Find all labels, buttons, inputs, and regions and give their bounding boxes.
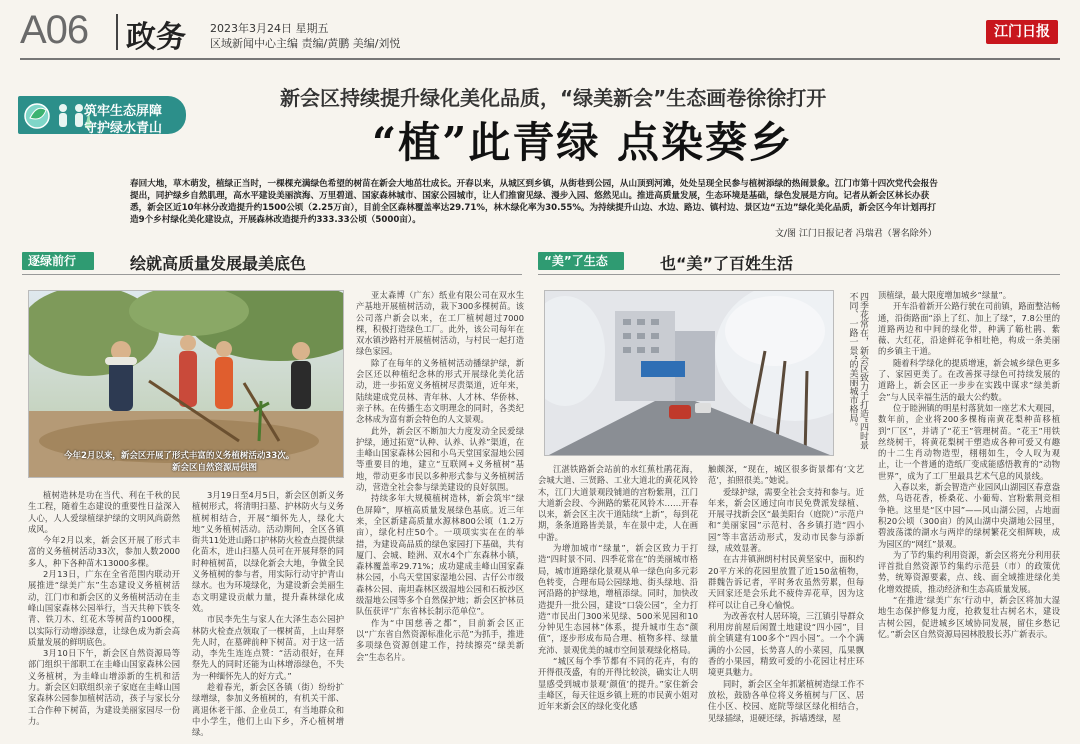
paragraph: “城区每个季节都有不同的花卉，有的开得很茂盛，有的开得比较淡，确实让人明显感受到城市景观‘颜值’的提升。”家住新会圭峰区，每天往返乡镇上班的市民黄小姐对近年来新会区的绿化变化感 <box>538 656 698 712</box>
photo-credit: 新会区自然资源局供图 <box>172 463 258 473</box>
kicker-headline: 新会区持续提升绿化美化品质，“绿美新会”生态画卷徐徐打开 <box>280 86 827 110</box>
badge-line-1: 筑牢生态屏障 <box>84 104 163 119</box>
paragraph: 开车沿着新开公路行驶在司前镇，路面整洁畅通，沿街路面“添上了红、加上了绿”，7.8公里的道路两边和中间的绿化带，种满了簕杜鹃、紫薇、大红花，沿途鲜花争相吐艳，构成一条美丽的乡镇主干道。 <box>878 301 1060 357</box>
section-tag-left: 逐绿前行 <box>22 252 94 270</box>
paragraph: 除了在每年的义务植树活动播绿护绿，新会区还以种植纪念林的形式开展绿化美化活动，进一步拓宽义务植树尽责渠道，近年来，陆续建成党员林、青年林、人才林、华侨林、亲子林。在传播生态文明理念的同时，各类纪念林成为富有新会特色的人文景观。 <box>356 357 524 425</box>
section-rule-right <box>538 274 1060 275</box>
body-column-1 <box>28 490 180 740</box>
paragraph: 趁着春光，新会区各镇（街）纷纷扩绿增绿，参加义务植树的，有机关干部、离退休老干部、企业员工，有当地群众和中小学生，他们上山下乡，齐心植树增绿。 <box>192 682 344 738</box>
paragraph: 亚太森博（广东）纸业有限公司在双水生产基地开展植树活动，栽下300多棵树苗。该公司落户新会以来，在工厂植树超过7000棵，积极打造绿色工厂。此外，该公司每年在双水镇沙路村开展植树活动，与村民一起打造绿色家园。 <box>356 290 524 357</box>
masthead-divider <box>116 14 118 50</box>
paragraph: 随着科学绿化的提质增速，新会城乡绿色更多了、家园更美了。在改善探寻绿色可持续发展的道路上，新会区正一步步在实践中谋求“绿美新会”与人民幸福生活的最大公约数。 <box>878 357 1060 402</box>
lead-paragraph: 春回大地，草木萌发，植绿正当时，一棵棵充满绿色希望的树苗在新会大地茁壮成长。开春以来，从城区到乡镇，从街巷到公园，从山顶到河滩，处处呈现全民参与植树添绿的热闹景象。江门市第十四次党代会报告提出，同护绿乡自然肌理，高水平建设美丽滨海、万里碧道、国家森林城市、国家公园城市，让人们推窗见绿、漫步入园、悠然见山。推进高质量发展，生态环境是基础，绿色发展是方向。记者从新会区林长办获悉，新会区近10年林分改造提升约1500公顷（2.25万亩），目前全区森林覆盖率达29.71%，林木绿化率为30.55%。为持续提升山边、水边、路边、镇村边、景区边“五边”绿化美化品质，新会区今年计划再打造9个乡村绿化美化建设点，开展森林改造提升约333.33公顷（5000亩）。 <box>130 179 938 225</box>
paragraph: 江湛铁路新会站前的水红蕉杜鹃花海，会城大道、三贤路、工业大道北的黄花风铃木，江门大道景观段铺道的宫粉紫荆，江门大道新会段、今洲路的紫花风铃木……开春以来，新会区主次干道陆续“上新”，每到花期，条条道路皆美景，车在景中走，人在画中游。 <box>538 464 698 542</box>
paragraph: 2月13日，广东在全省范围内联动开展推进“绿美广东”生态建设义务植树活动，江门市和新会区的义务植树活动在圭峰山国家森林公园举行，当天共种下铁冬青、铁刀木、红花木等树苗约1000棵，以实际行动增添绿意，让绿色成为新会高质量发展的鲜明底色。 <box>28 569 180 647</box>
section-tag-right: “美”了生态 <box>538 252 624 270</box>
masthead-rule <box>20 58 1060 60</box>
main-headline: “植”此青绿 点染葵乡 <box>372 118 793 167</box>
body-column-4 <box>538 464 698 740</box>
paragraph: 为改善农村人居环境，三江镇引导群众利用房前屋后闲置土地建设“四小园”，目前全镇建有100多个“四小园”。一个个满满的小公园，长势喜人的小菜园，瓜果飘香的小果园，精致可爱的小花园让村庄环境更具魅力。 <box>708 610 864 678</box>
paragraph: 3月10日下午，新会区自然资源局等部门组织干部职工在圭峰山国家森林公园义务植树，为圭峰山增添新的生机和活力。新会区妇联组织亲子家庭在圭峰山国家森林公园参加植树活动，孩子与家长分工合作种下树苗，为建设美丽家园尽一份力。 <box>28 648 180 726</box>
paragraph: 在古井镇洲朗村村民黄坚家中，面积约20平方米的花园里放置了近150盆植物，群魏告诉记者，平时务农虽然劳累，但每天回家还是会乐此不疲侍弄花草，因为这样可以让自己身心愉悦。 <box>708 554 864 610</box>
paragraph: 此外，新会区不断加大力度发动全民爱绿护绿，通过拓宽“认种、认养、认养”渠道，在圭峰山国家森林公园和小鸟天堂国家湿地公园等重要目的地，建立“互联网+义务植树”基地，带动更多市民以多种形式参与义务植树活动，营造全社会参与绿美建设的良好氛围。 <box>356 425 524 493</box>
paragraph: 为增加城市“绿量”，新会区致力于打造“四时景不同、四季花常在”的美丽城市格局，城市道路绿化景观从单一绿色向多元彩色转变，合理布局公园绿地、街头绿地、沿河沿路的护绿地，增植添绿。同时，加快改造提升一批公园，建设“口袋公园”，全力打造“市民出门300米见绿、500米见园和10分钟见生态园林”体系，提升城市生态“颜值”，逐步形成布局合理、植物多样、绿量充沛、景观优美的城市空间景观绿化格局。 <box>538 543 698 655</box>
byline: 文/图 江门日报记者 冯瑞君（署名除外） <box>775 229 937 239</box>
badge-line-2: 守护绿水青山 <box>84 121 163 136</box>
paragraph: 入春以来，新会智造产业园风山湖园区春意盎然，鸟语花香，桥桑花、小葡萄、宫粉紫荆竞相争艳。这里是“区中园”——风山湖公园，占地面积20公顷（300亩）的风山湖中央湖地公园里，碧波荡漾的湖水与两岸的绿树繁花交相辉映，成为园区的“网红”景观。 <box>878 482 1060 549</box>
paragraph: 作为“中国慈善之都”，目前新会区正以“广东省自然资源标准化示范”为抓手，推进多项绿色资源创建工作，持续擦亮“绿美新会”生态名片。 <box>356 617 524 662</box>
section-title-right: 也“美”了百姓生活 <box>660 254 794 273</box>
section-title-left: 绘就高质量发展最美底色 <box>130 254 307 273</box>
vertical-photo-caption: 四季花常在，新会区致力于打造“四时景不同、一路一景”的美丽城市格局。 <box>847 292 868 450</box>
paragraph: 3月19日至4月5日，新会区创新义务植树形式，将清明扫墓、护林防火与义务植树相结合，开展“缅怀先人，绿化大地”义务植树活动。活动期间，全区各镇街共11处进山路口护林防火检查点提供绿化苗木，进山扫墓人员可在开展拜祭的同时种植树苗，以绿化新会大地，争做全民义务植树的参与者，用实际行动守护青山绿水。也为环境绿化，为建设新会美丽生态文明建设贡献力量，提升森林绿化成效。 <box>192 490 344 613</box>
staff-line: 区域新闻中心主编 责编/黄鹏 美编/刘悦 <box>210 37 401 50</box>
paragraph: 为了节约集约利用资源，新会区将充分利用获评首批自然资源节约集约示范县（市）的政策优势，统筹资源要素，点、线、面全域推进绿化美化增效提质，推动经济和生态高质量发展。 <box>878 549 1060 594</box>
page-number: A06 <box>20 8 89 52</box>
paragraph: 触颇深，“现在，城区很多街景都有‘文艺范’，拍照很美。”她说。 <box>708 464 864 486</box>
newspaper-logo: 江门日报 <box>986 20 1058 44</box>
paragraph: 今年2月以来，新会区开展了形式丰富的义务植树活动33次，参加人数2000多人，种下各种苗木13000多棵。 <box>28 535 180 568</box>
paragraph: 同时，新会区全年抓紧植树造绿工作不放松，鼓励各单位将义务植树与厂区、居住小区、校园、庭院等绿区绿化相结合，见绿插绿，退硬还绿，拆墙透绿，屋 <box>708 678 864 723</box>
body-column-6 <box>878 290 1060 740</box>
masthead <box>0 0 1080 62</box>
section-rule-left <box>22 274 522 275</box>
date-line: 2023年3月24日 星期五 <box>210 22 329 35</box>
paragraph: 植树造林是功在当代、利在千秋的民生工程，随着生态建设的重要性日益深入人心，人人爱绿植绿护绿的文明风尚蔚然成风。 <box>28 490 180 534</box>
flowering-street-photo <box>544 290 834 456</box>
paragraph: 位于睦洲镇的明星村落犹如一座艺术大观园，数年前，企业将200多棵梅南黄花梨种苗移植到“厂区”，并请了“花王”管理树苗。“花王”用铁丝绕树干，将黄花梨树干塑造成各种可爱又有趣的十二生肖动物造型，栩栩如生，令人叹为观止，让一个普通的造纸厂变成能感悟教育的“动物世界”，成为了工厂里最具艺术气息的风景线。 <box>878 402 1060 481</box>
photo-caption: 今年2月以来，新会区开展了形式丰富的义务植树活动33次。 <box>64 451 295 461</box>
leaf-globe-icon <box>22 100 52 130</box>
body-column-2 <box>192 490 344 740</box>
paragraph: 持续多年大规模植树造林，新会筑牢“绿色屏障”，厚植高质量发展绿色基底。近三年来，全区新建高质量水源林800公顷（1.2万亩），绿化村庄50个。一项项实实在在的举措，为建设高品质的绿色家园打下基础，共有厦门、会城、睦洲、双水4个广东森林小镇，森林覆盖率29.71%；成功建成圭峰山国家森林公园，小鸟天堂国家湿地公园、古仔公市级森林公园、南坦森林区级湿地公园和石板沙区级湿地公园等多个自然保护地；新会区护林员队伍获评“广东省林长制示范单位”。 <box>356 493 524 617</box>
paragraph: 爱绿护绿，需要全社会支持和参与。近年来，新会区通过向市民免费派发绿植、开展寻找新会区“最美阳台（庭院）”示范户和“美丽家园”示范村、各乡镇打造“四小园”等丰富活动形式，发动市民参与添新绿，成效显著。 <box>708 486 864 554</box>
paragraph: 顶植绿，最大限度增加城乡“绿量”。 <box>878 290 1012 300</box>
paragraph: “在推进‘绿美广东’行动中，新会区将加大湿地生态保护修复力度，抢救复壮古树名木，建设古树公园，促进城乡区域协同发展，留住乡愁记忆。”新会区自然资源局园林股股长苏广新表示。 <box>878 595 1060 639</box>
section-name: 政务 <box>126 20 186 55</box>
paragraph: 市民李先生与家人在大泽生态公园护林防火检查点领取了一棵树苗，上山拜祭先人时，在墓碑前种下树苗。对于这一活动，李先生连连点赞：“活动很好，在拜祭先人的同时还能为山林增添绿色，不失为一种缅怀先人的好方式。” <box>192 614 344 681</box>
body-column-5 <box>708 464 864 740</box>
body-column-3 <box>356 290 524 740</box>
